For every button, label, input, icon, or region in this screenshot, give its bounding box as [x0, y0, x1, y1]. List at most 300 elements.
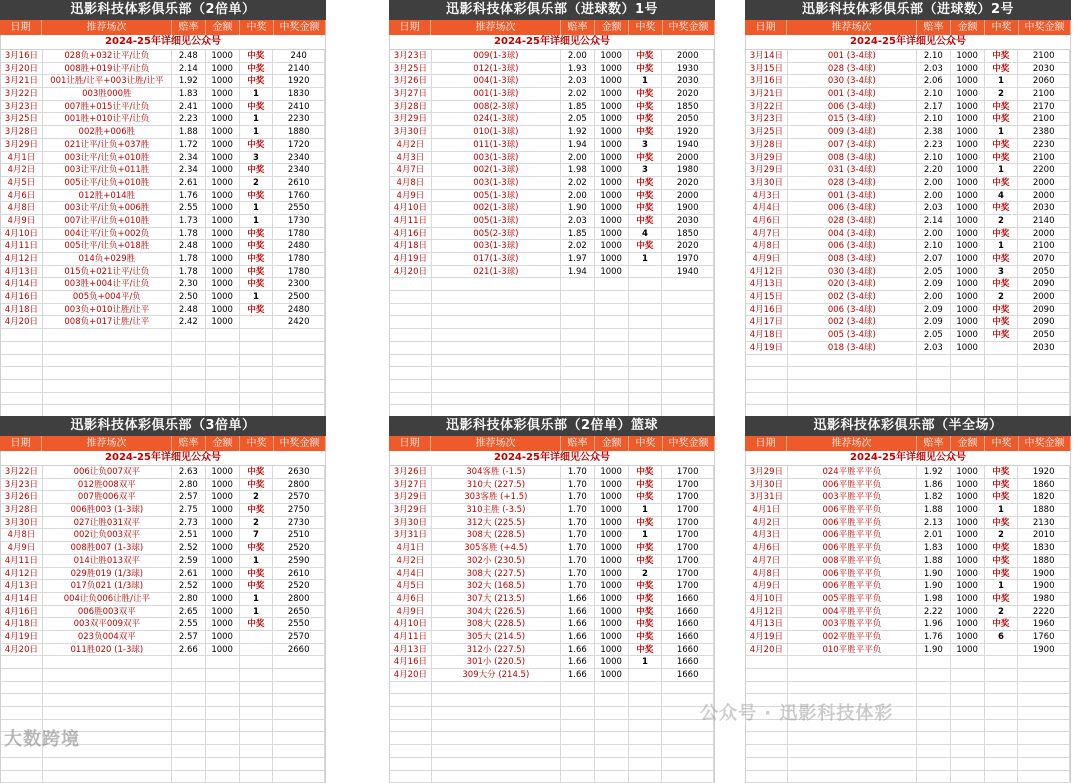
table-cell	[917, 732, 951, 744]
table-cell	[595, 682, 629, 694]
table-cell: 007胜006双平	[43, 491, 172, 503]
table-cell: 1900	[1018, 580, 1070, 592]
table-cell	[629, 291, 663, 303]
table-cell: 008平胜平平负	[788, 555, 917, 567]
table-cell	[788, 758, 917, 770]
table-cell: 4月11日	[1, 555, 43, 567]
table-cell: 2030	[1018, 202, 1070, 214]
table-cell: 1.73	[172, 215, 206, 227]
table-cell	[1018, 732, 1070, 744]
empty-row	[390, 329, 714, 342]
table-cell: 2.48	[172, 50, 206, 62]
table-cell	[917, 771, 951, 783]
table-cell	[985, 644, 1019, 656]
empty-row	[390, 745, 714, 758]
table-cell	[629, 707, 663, 719]
table-cell: 中奖	[629, 50, 663, 62]
table-cell: 308大 (228.5)	[432, 618, 561, 630]
table-cell: 1000	[206, 644, 240, 656]
table-cell	[985, 720, 1019, 732]
table-cell: 1000	[951, 215, 985, 227]
table-cell: 4月7日	[390, 164, 432, 176]
table-cell: 006胜003 (1-3球)	[43, 504, 172, 516]
table-cell	[917, 669, 951, 681]
table-cell: 中奖	[629, 152, 663, 164]
table-cell: 2730	[273, 517, 325, 529]
table-cell: 1000	[206, 152, 240, 164]
table-cell: 4月9日	[390, 606, 432, 618]
empty-row	[390, 771, 714, 783]
table-cell: 2050	[1018, 266, 1070, 278]
table-cell: 2.42	[172, 316, 206, 328]
table-cell: 2100	[1018, 240, 1070, 252]
table-cell: 1.98	[561, 164, 595, 176]
column-header: 中奖金额	[274, 436, 326, 451]
table-cell: 003胜000胜	[43, 88, 172, 100]
table-cell	[240, 644, 274, 656]
table-cell: 2	[985, 291, 1019, 303]
panel-title: 迅影科技体彩俱乐部（2倍单）	[0, 0, 326, 20]
table-cell: 1.82	[917, 491, 951, 503]
table-cell	[788, 367, 917, 379]
table-cell	[595, 316, 629, 328]
table-cell: 005 (3-4球)	[788, 329, 917, 341]
column-header: 中奖金额	[663, 20, 715, 35]
table-cell: 3月25日	[746, 126, 788, 138]
empty-row	[1, 367, 325, 380]
table-cell: 中奖	[629, 580, 663, 592]
table-cell	[43, 694, 172, 706]
table-cell: 1000	[951, 88, 985, 100]
table-cell: 021让平/让负+037胜	[43, 139, 172, 151]
table-cell: 1000	[951, 228, 985, 240]
table-cell	[595, 291, 629, 303]
table-cell: 005(1-3球)	[432, 215, 561, 227]
table-cell: 3	[985, 266, 1019, 278]
table-cell: 1.76	[172, 190, 206, 202]
table-cell: 009(1-3球)	[432, 50, 561, 62]
table-cell: 004平胜平平负	[788, 606, 917, 618]
table-cell: 1000	[206, 190, 240, 202]
table-cell: 4月16日	[390, 656, 432, 668]
table-cell: 1000	[951, 75, 985, 87]
table-cell	[788, 732, 917, 744]
table-cell	[390, 720, 432, 732]
table-cell: 2610	[273, 177, 325, 189]
table-cell: 028 (3-4球)	[788, 177, 917, 189]
table-cell: 2000	[662, 152, 714, 164]
table-cell	[595, 393, 629, 405]
table-row	[1, 177, 325, 190]
table-cell: 3月30日	[390, 126, 432, 138]
table-cell: 1700	[662, 568, 714, 580]
table-cell	[595, 694, 629, 706]
empty-row	[390, 707, 714, 720]
table-cell: 2.61	[172, 177, 206, 189]
table-cell	[662, 316, 714, 328]
table-cell: 023负004双平	[43, 631, 172, 643]
table-cell: 中奖	[985, 568, 1019, 580]
table-cell: 1830	[1018, 542, 1070, 554]
table-cell: 003平胜平平负	[788, 491, 917, 503]
table-cell: 1000	[595, 479, 629, 491]
table-cell: 2.09	[917, 316, 951, 328]
table-cell	[172, 694, 206, 706]
table-cell	[273, 329, 325, 341]
table-cell: 2100	[1018, 113, 1070, 125]
table-body	[745, 466, 1071, 783]
table-cell: 2000	[1018, 177, 1070, 189]
table-cell: 1.66	[561, 606, 595, 618]
table-cell	[788, 771, 917, 783]
table-row	[746, 291, 1070, 304]
table-cell: 1000	[951, 291, 985, 303]
table-cell	[390, 329, 432, 341]
table-cell: 011(1-3球)	[432, 139, 561, 151]
table-cell: 中奖	[629, 215, 663, 227]
table-cell: 中奖	[240, 228, 274, 240]
table-cell	[1, 707, 43, 719]
table-cell: 2140	[273, 63, 325, 75]
table-cell: 2050	[1018, 329, 1070, 341]
table-row	[390, 631, 714, 644]
table-cell: 2550	[273, 202, 325, 214]
table-cell: 2.73	[172, 517, 206, 529]
table-cell: 中奖	[985, 329, 1019, 341]
table-row	[390, 504, 714, 517]
table-cell: 002让负003双平	[43, 529, 172, 541]
table-cell	[629, 367, 663, 379]
table-cell: 2220	[1018, 606, 1070, 618]
table-cell: 2200	[1018, 164, 1070, 176]
table-cell: 1.70	[561, 517, 595, 529]
table-row	[746, 644, 1070, 657]
table-cell: 中奖	[240, 101, 274, 113]
table-cell	[1, 656, 43, 668]
table-cell: 1700	[662, 555, 714, 567]
table-cell	[629, 682, 663, 694]
table-cell: 3月21日	[746, 88, 788, 100]
empty-row	[746, 669, 1070, 682]
table-cell	[788, 669, 917, 681]
table-cell	[662, 304, 714, 316]
table-cell: 006平胜平平负	[788, 529, 917, 541]
table-cell	[917, 707, 951, 719]
table-cell: 008胜+019让平/让负	[43, 63, 172, 75]
table-cell: 2020	[662, 88, 714, 100]
table-cell: 1940	[662, 139, 714, 151]
table-cell	[629, 329, 663, 341]
table-cell: 4月7日	[746, 555, 788, 567]
table-cell: 4月10日	[390, 618, 432, 630]
table-cell: 4月6日	[746, 542, 788, 554]
empty-row	[746, 758, 1070, 771]
table-cell: 3月29日	[1, 139, 43, 151]
column-header: 赔率	[917, 436, 951, 451]
table-cell: 2.00	[917, 177, 951, 189]
table-cell	[629, 732, 663, 744]
table-cell	[240, 355, 274, 367]
table-cell: 4月8日	[1, 529, 43, 541]
table-cell: 中奖	[629, 491, 663, 503]
table-cell: 1000	[206, 580, 240, 592]
table-cell: 中奖	[240, 164, 274, 176]
table-cell: 001让胜/让平+003让胜/让平	[43, 75, 172, 87]
table-cell: 001 (3-4球)	[788, 88, 917, 100]
table-row	[1, 101, 325, 114]
column-header: 中奖	[240, 20, 274, 35]
table-cell: 1000	[206, 164, 240, 176]
table-cell: 2.14	[917, 215, 951, 227]
table-cell: 1000	[951, 593, 985, 605]
table-cell	[917, 745, 951, 757]
table-cell	[561, 342, 595, 354]
table-cell: 2.57	[172, 491, 206, 503]
table-cell: 4月16日	[1, 291, 43, 303]
table-cell: 031 (3-4球)	[788, 164, 917, 176]
table-cell: 2.03	[561, 75, 595, 87]
table-cell	[985, 682, 1019, 694]
table-cell: 030 (3-4球)	[788, 75, 917, 87]
column-header: 中奖	[240, 436, 274, 451]
table-cell	[985, 367, 1019, 379]
panel-goals-1	[389, 0, 715, 431]
table-cell: 1000	[595, 517, 629, 529]
table-cell	[43, 367, 172, 379]
table-cell: 304大 (226.5)	[432, 606, 561, 618]
table-cell	[1, 329, 43, 341]
table-row	[746, 139, 1070, 152]
table-cell: 2.65	[172, 606, 206, 618]
table-cell	[662, 393, 714, 405]
table-cell: 312小 (227.5)	[432, 644, 561, 656]
table-row	[746, 618, 1070, 631]
table-cell: 4月12日	[746, 606, 788, 618]
table-row	[390, 644, 714, 657]
table-cell	[273, 355, 325, 367]
table-cell: 304客胜 (-1.5)	[432, 466, 561, 478]
table-cell	[1018, 669, 1070, 681]
table-cell: 中奖	[240, 240, 274, 252]
table-cell	[662, 278, 714, 290]
table-cell: 1.88	[172, 126, 206, 138]
panel-goals-2	[745, 0, 1071, 431]
table-row	[746, 555, 1070, 568]
table-body	[389, 50, 715, 431]
table-cell: 3月23日	[746, 113, 788, 125]
subtitle-row: 2024-25年详细见公众号	[389, 35, 715, 50]
table-cell: 1000	[206, 50, 240, 62]
table-cell: 中奖	[240, 190, 274, 202]
table-row	[746, 266, 1070, 279]
table-cell: 3月28日	[1, 126, 43, 138]
table-cell: 4月11日	[390, 631, 432, 643]
table-cell: 003让平/让负+011胜	[43, 164, 172, 176]
table-cell	[788, 682, 917, 694]
table-row	[1, 517, 325, 530]
table-cell: 005平胜平平负	[788, 593, 917, 605]
table-cell: 2.22	[917, 606, 951, 618]
table-cell: 中奖	[629, 618, 663, 630]
table-cell: 2.00	[917, 291, 951, 303]
table-row	[390, 63, 714, 76]
table-cell	[172, 329, 206, 341]
table-cell: 1000	[951, 580, 985, 592]
table-cell: 1.92	[561, 126, 595, 138]
table-cell: 1	[629, 75, 663, 87]
empty-row	[746, 367, 1070, 380]
table-cell: 310主胜 (-3.5)	[432, 504, 561, 516]
table-cell	[561, 355, 595, 367]
table-cell: 1	[985, 580, 1019, 592]
table-cell: 2610	[273, 568, 325, 580]
table-cell: 2.52	[172, 580, 206, 592]
table-cell: 中奖	[240, 63, 274, 75]
table-cell	[951, 694, 985, 706]
table-cell	[985, 669, 1019, 681]
empty-row	[746, 656, 1070, 669]
table-cell: 1.94	[561, 266, 595, 278]
table-cell: 1000	[595, 491, 629, 503]
table-cell: 4月4日	[746, 202, 788, 214]
table-cell: 005(1-3球)	[432, 190, 561, 202]
table-cell	[43, 707, 172, 719]
empty-row	[390, 291, 714, 304]
table-cell: 1000	[595, 50, 629, 62]
table-cell: 1000	[595, 253, 629, 265]
table-cell: 1000	[595, 644, 629, 656]
table-cell: 1000	[951, 618, 985, 630]
table-body	[0, 50, 326, 431]
table-cell: 1000	[951, 152, 985, 164]
table-cell: 3月30日	[746, 479, 788, 491]
table-cell: 1850	[662, 228, 714, 240]
table-cell: 1	[629, 529, 663, 541]
table-cell: 2	[240, 491, 274, 503]
table-cell: 中奖	[629, 479, 663, 491]
table-cell: 1.88	[917, 504, 951, 516]
table-cell	[561, 732, 595, 744]
table-cell: 003双平009双平	[43, 618, 172, 630]
table-cell	[206, 367, 240, 379]
table-cell: 4月2日	[390, 555, 432, 567]
table-cell	[746, 771, 788, 783]
table-cell: 3月29日	[390, 113, 432, 125]
table-cell: 1000	[951, 529, 985, 541]
table-cell: 006平胜平平负	[788, 568, 917, 580]
table-cell: 3月29日	[390, 504, 432, 516]
table-cell: 014让胜013双平	[43, 555, 172, 567]
table-cell: 2420	[273, 316, 325, 328]
table-cell: 2	[985, 215, 1019, 227]
table-cell	[595, 329, 629, 341]
table-cell: 2010	[1018, 529, 1070, 541]
table-row	[390, 177, 714, 190]
table-cell: 2.17	[917, 101, 951, 113]
table-cell: 2.02	[561, 177, 595, 189]
table-cell	[629, 278, 663, 290]
table-cell	[240, 656, 274, 668]
table-cell: 2030	[662, 75, 714, 87]
table-row	[1, 291, 325, 304]
table-cell: 3月28日	[1, 504, 43, 516]
table-row	[390, 580, 714, 593]
table-cell	[951, 771, 985, 783]
table-cell	[273, 342, 325, 354]
table-cell: 4月9日	[390, 190, 432, 202]
table-row	[390, 466, 714, 479]
empty-row	[746, 355, 1070, 368]
table-cell: 1700	[662, 517, 714, 529]
table-cell: 305大 (214.5)	[432, 631, 561, 643]
table-cell: 1.70	[561, 568, 595, 580]
table-cell: 2.05	[917, 329, 951, 341]
table-cell: 2.34	[172, 164, 206, 176]
table-cell: 1000	[951, 266, 985, 278]
table-cell	[629, 380, 663, 392]
table-row	[390, 253, 714, 266]
table-cell: 4月14日	[1, 593, 43, 605]
table-cell	[432, 355, 561, 367]
table-cell: 3月28日	[746, 139, 788, 151]
table-cell	[561, 304, 595, 316]
table-cell: 008 (3-4球)	[788, 253, 917, 265]
table-cell	[172, 393, 206, 405]
table-cell	[595, 745, 629, 757]
table-cell: 004 (3-4球)	[788, 228, 917, 240]
table-cell: 1000	[206, 517, 240, 529]
table-cell	[43, 669, 172, 681]
table-cell	[1, 758, 43, 770]
empty-row	[1, 355, 325, 368]
table-cell	[432, 771, 561, 783]
empty-row	[1, 758, 325, 771]
table-row	[1, 580, 325, 593]
table-cell: 中奖	[240, 542, 274, 554]
table-cell: 4	[629, 228, 663, 240]
table-cell: 1000	[595, 580, 629, 592]
table-cell	[561, 745, 595, 757]
table-cell: 2	[240, 177, 274, 189]
table-cell	[788, 745, 917, 757]
table-cell	[240, 669, 274, 681]
table-cell: 2.38	[917, 126, 951, 138]
table-row	[390, 50, 714, 63]
table-cell	[390, 316, 432, 328]
table-cell: 中奖	[629, 606, 663, 618]
table-cell	[390, 682, 432, 694]
table-cell: 2	[629, 568, 663, 580]
column-header: 赔率	[561, 20, 595, 35]
table-cell: 3月27日	[390, 479, 432, 491]
table-cell: 1.66	[561, 593, 595, 605]
column-header: 推荐场次	[431, 20, 561, 35]
table-cell: 4月20日	[1, 316, 43, 328]
table-cell	[432, 304, 561, 316]
table-cell: 1000	[951, 126, 985, 138]
table-row	[1, 75, 325, 88]
table-row	[746, 593, 1070, 606]
table-cell	[985, 694, 1019, 706]
table-cell	[273, 745, 325, 757]
table-cell: 2.10	[917, 113, 951, 125]
table-cell: 1000	[595, 190, 629, 202]
empty-row	[1, 707, 325, 720]
subtitle-row: 2024-25年详细见公众号	[0, 451, 326, 466]
table-cell: 1000	[951, 631, 985, 643]
table-cell	[662, 291, 714, 303]
table-cell	[240, 329, 274, 341]
